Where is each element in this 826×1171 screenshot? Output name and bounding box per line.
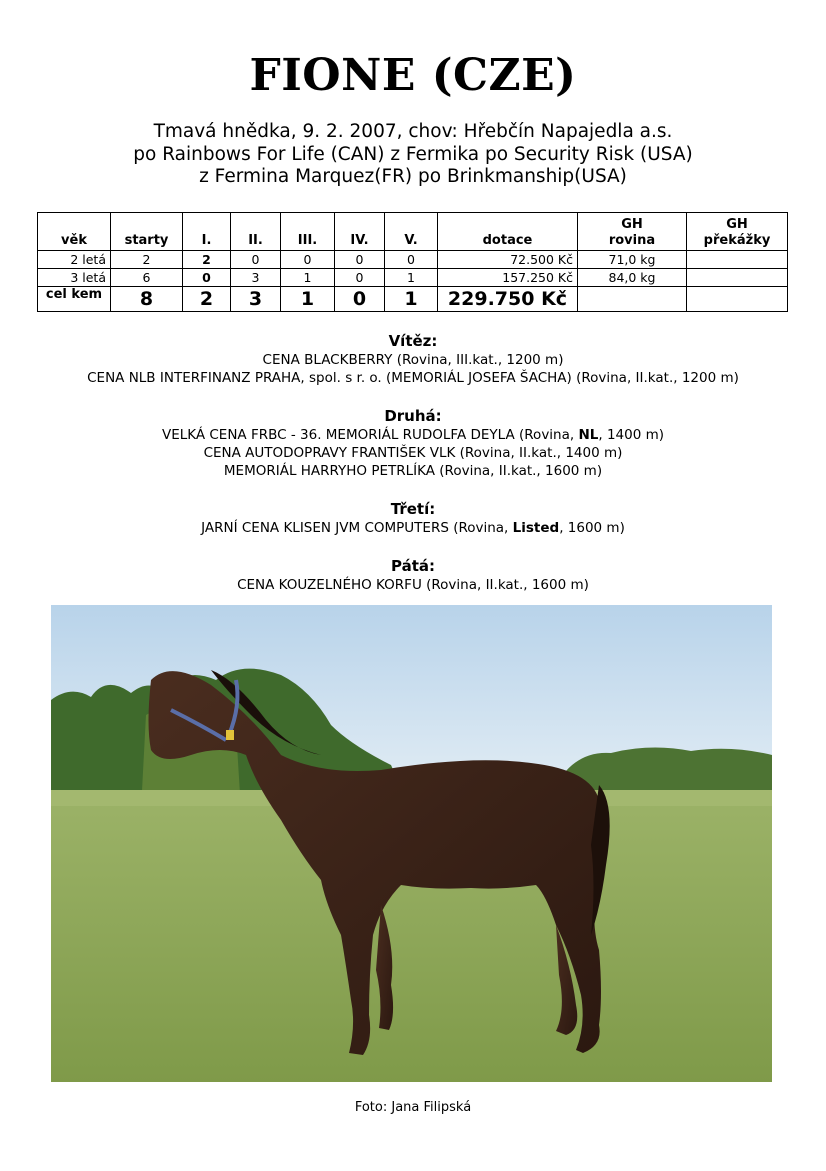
table-header-row	[38, 213, 788, 251]
cell-prize: 157.250 Kč	[438, 269, 578, 287]
cell-fifth: 1	[385, 287, 438, 312]
race-results	[0, 331, 826, 594]
cell-prize: 229.750 Kč	[438, 287, 578, 312]
cell-fifth: 1	[385, 269, 438, 287]
results-heading-third: Třetí:	[390, 500, 436, 518]
horse-info-line: z Fermina Marquez(FR) po Brinkmanship(USA)	[199, 166, 627, 187]
col-header: starty	[111, 213, 183, 251]
cell-fourth: 0	[335, 251, 385, 269]
horse-photo	[51, 605, 772, 1082]
col-header: GH překážky	[687, 213, 788, 251]
page-title: FIONE (CZE)	[249, 50, 577, 101]
results-heading-first: Vítěz:	[388, 332, 438, 350]
cell-fourth: 0	[335, 269, 385, 287]
photo-caption: Foto: Jana Filipská	[354, 1100, 472, 1115]
horse-info-line: Tmavá hnědka, 9. 2. 2007, chov: Hřebčín Napajedla a.s.	[153, 121, 673, 142]
cell-first: 2	[183, 251, 231, 269]
race-entry: VELKÁ CENA FRBC - 36. MEMORIÁL RUDOLFA DEYLA (Rovina, NL, 1400 m)	[161, 427, 665, 443]
cell-third: 1	[281, 287, 335, 312]
race-entry: JARNÍ CENA KLISEN JVM COMPUTERS (Rovina, Listed, 1600 m)	[201, 520, 625, 536]
cell-gh-flat: 84,0 kg	[578, 269, 687, 287]
col-header: IV.	[335, 213, 385, 251]
cell-fourth: 0	[335, 287, 385, 312]
cell-gh-flat	[578, 287, 687, 312]
horse-info	[0, 121, 826, 189]
cell-first: 0	[183, 269, 231, 287]
cell-fifth: 0	[385, 251, 438, 269]
cell-age: cel kem	[38, 287, 111, 312]
col-header: GH rovina	[578, 213, 687, 251]
race-entry: CENA NLB INTERFINANZ PRAHA, spol. s r. o. (MEMORIÁL JOSEFA ŠACHA) (Rovina, II.kat., 1200 m)	[87, 370, 739, 386]
cell-starts: 2	[111, 251, 183, 269]
cell-second: 0	[231, 251, 281, 269]
results-heading-second: Druhá:	[384, 407, 442, 425]
col-header: I.	[183, 213, 231, 251]
col-header: dotace	[438, 213, 578, 251]
stats-table	[37, 212, 788, 312]
cell-gh-jumps	[687, 251, 788, 269]
table-row	[38, 269, 788, 287]
cell-gh-flat: 71,0 kg	[578, 251, 687, 269]
cell-third: 0	[281, 251, 335, 269]
col-header: III.	[281, 213, 335, 251]
col-header: V.	[385, 213, 438, 251]
race-entry: CENA KOUZELNÉHO KORFU (Rovina, II.kat., 1600 m)	[237, 577, 589, 593]
cell-prize: 72.500 Kč	[438, 251, 578, 269]
horse-info-line: po Rainbows For Life (CAN) z Fermika po Security Risk (USA)	[133, 143, 693, 165]
race-entry: MEMORIÁL HARRYHO PETRLÍKA (Rovina, II.kat., 1600 m)	[223, 463, 603, 479]
table-row	[38, 251, 788, 269]
cell-age: 3 letá	[38, 269, 111, 287]
cell-third: 1	[281, 269, 335, 287]
race-entry: CENA AUTODOPRAVY FRANTIŠEK VLK (Rovina, II.kat., 1400 m)	[203, 445, 623, 461]
results-heading-fifth: Pátá:	[390, 557, 435, 575]
cell-second: 3	[231, 269, 281, 287]
col-header: věk	[38, 213, 111, 251]
cell-starts: 8	[111, 287, 183, 312]
cell-gh-jumps	[687, 269, 788, 287]
race-entry: CENA BLACKBERRY (Rovina, III.kat., 1200 m)	[262, 352, 564, 368]
cell-starts: 6	[111, 269, 183, 287]
cell-age: 2 letá	[38, 251, 111, 269]
cell-first: 2	[183, 287, 231, 312]
halter-tag	[226, 730, 234, 740]
table-total-row	[38, 287, 788, 312]
cell-second: 3	[231, 287, 281, 312]
cell-gh-jumps	[687, 287, 788, 312]
col-header: II.	[231, 213, 281, 251]
